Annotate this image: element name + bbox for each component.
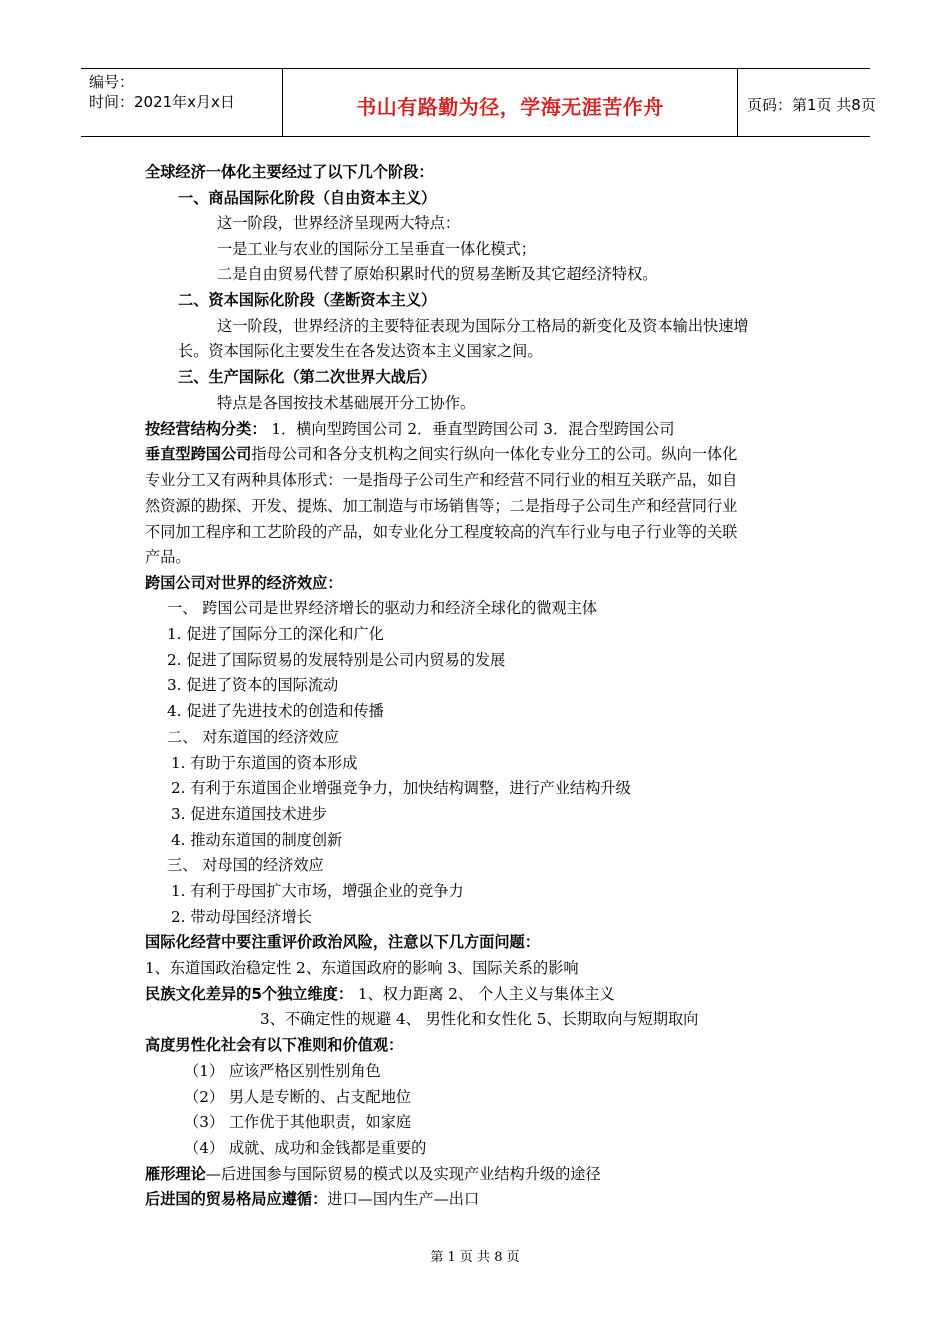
list-item: （4） 成就、成功和金钱都是重要的 [184,1139,427,1157]
text-line: 产品。 [145,548,191,566]
list-item: 4. 推动东道国的制度创新 [171,831,343,849]
list-item: 3. 促进了资本的国际流动 [167,676,339,694]
list-item: 3. 促进东道国技术进步 [171,805,328,823]
list-item: 1. 有助于东道国的资本形成 [171,754,358,772]
list-item: 1. 促进了国际分工的深化和广化 [167,625,384,643]
text-line: 3、不确定性的规避 4、 男性化和女性化 5、长期取向与短期取向 [260,1010,699,1028]
text-line: 这一阶段，世界经济呈现两大特点： [217,214,460,232]
text-line: 这一阶段，世界经济的主要特征表现为国际分工格局的新变化及资本输出快速增 [217,317,749,335]
text-line [145,418,674,440]
header-page-cell [738,69,876,136]
term-text: 指母公司和各分支机构之间实行纵向一体化专业分工的公司。纵向一体化 [251,445,738,463]
stage-heading: 二、资本国际化阶段（垄断资本主义） [178,291,437,309]
list-item: （1） 应该严格区别性别角色 [184,1062,381,1080]
list-item: 2. 有利于东道国企业增强竞争力，加快结构调整，进行产业结构升级 [171,779,631,797]
header-meta [81,69,282,136]
list-item: 2. 带动母国经济增长 [171,908,312,926]
text-line: 1、东道国政治稳定性 2、东道国政府的影响 3、国际关系的影响 [145,959,579,977]
text-line: 长。资本国际化主要发生在各发达资本主义国家之间。 [178,342,543,360]
text-line [145,1188,479,1210]
list-item: （3） 工作优于其他职责，如家庭 [184,1113,412,1131]
page-info: 页码：第1页 共8页 [747,96,876,114]
text-line: 专业分工又有两种具体形式：一是指母子公司生产和经营不同行业的相互关联产品，如自 [145,471,738,489]
list-item: （2） 男人是专断的、占支配地位 [184,1088,412,1106]
text-line: 二是自由贸易代替了原始积累时代的贸易垄断及其它超经济特权。 [217,265,658,283]
text-line: 特点是各国按技术基础展开分工协作。 [217,394,476,412]
term-text: 进口—国内生产—出口 [327,1190,480,1208]
section-heading: 跨国公司对世界的经济效应： [145,574,343,592]
text-line: 然资源的勘探、开发、提炼、加工制造与市场销售等；二是指母子公司生产和经营同行业 [145,497,738,515]
time-label: 时间：2021年x月x日 [89,93,235,111]
page-footer: 第 1 页 共 8 页 [430,1250,520,1265]
list-heading: 二、 对东道国的经济效应 [167,728,339,746]
stage-heading: 三、生产国际化（第二次世界大战后） [178,368,437,386]
text-line [145,443,737,465]
term-label: 按经营结构分类： [145,420,267,438]
list-item: 2. 促进了国际贸易的发展特别是公司内贸易的发展 [167,651,506,669]
list-item: 1. 有利于母国扩大市场，增强企业的竞争力 [171,882,464,900]
text-line: 不同加工程序和工艺阶段的产品，如专业化分工程度较高的汽车行业与电子行业等的关联 [145,523,738,541]
section-heading: 全球经济一体化主要经过了以下几个阶段： [145,163,434,181]
term-text: 1．横向型跨国公司 2．垂直型跨国公司 3．混合型跨国公司 [266,420,675,438]
term-label: 雁形理论 [145,1165,206,1183]
stage-heading: 一、商品国际化阶段（自由资本主义） [178,189,437,207]
text-line: 一是工业与农业的国际分工呈垂直一体化模式； [217,240,536,258]
term-label: 后进国的贸易格局应遵循： [145,1190,328,1208]
motto: 书山有路勤为径，学海无涯苦作舟 [356,95,664,119]
text-line [145,1163,601,1185]
document-header [81,68,876,137]
term-text: 1、权力距离 2、 个人主义与集体主义 [353,985,615,1003]
term-label: 民族文化差异的5个独立维度： [145,985,354,1003]
term-label: 垂直型跨国公司 [145,445,252,463]
text-line [145,983,615,1005]
list-item: 4. 促进了先进技术的创造和传播 [167,702,384,720]
header-motto-cell [282,69,738,136]
list-heading: 三、 对母国的经济效应 [167,856,324,874]
number-label: 编号： [89,73,135,91]
list-heading: 一、 跨国公司是世界经济增长的驱动力和经济全球化的微观主体 [167,599,598,617]
term-text: —后进国参与国际贸易的模式以及实现产业结构升级的途径 [205,1165,601,1183]
section-heading: 国际化经营中要注重评价政治风险，注意以下几方面问题： [145,933,540,951]
section-heading: 高度男性化社会有以下准则和价值观： [145,1036,404,1054]
